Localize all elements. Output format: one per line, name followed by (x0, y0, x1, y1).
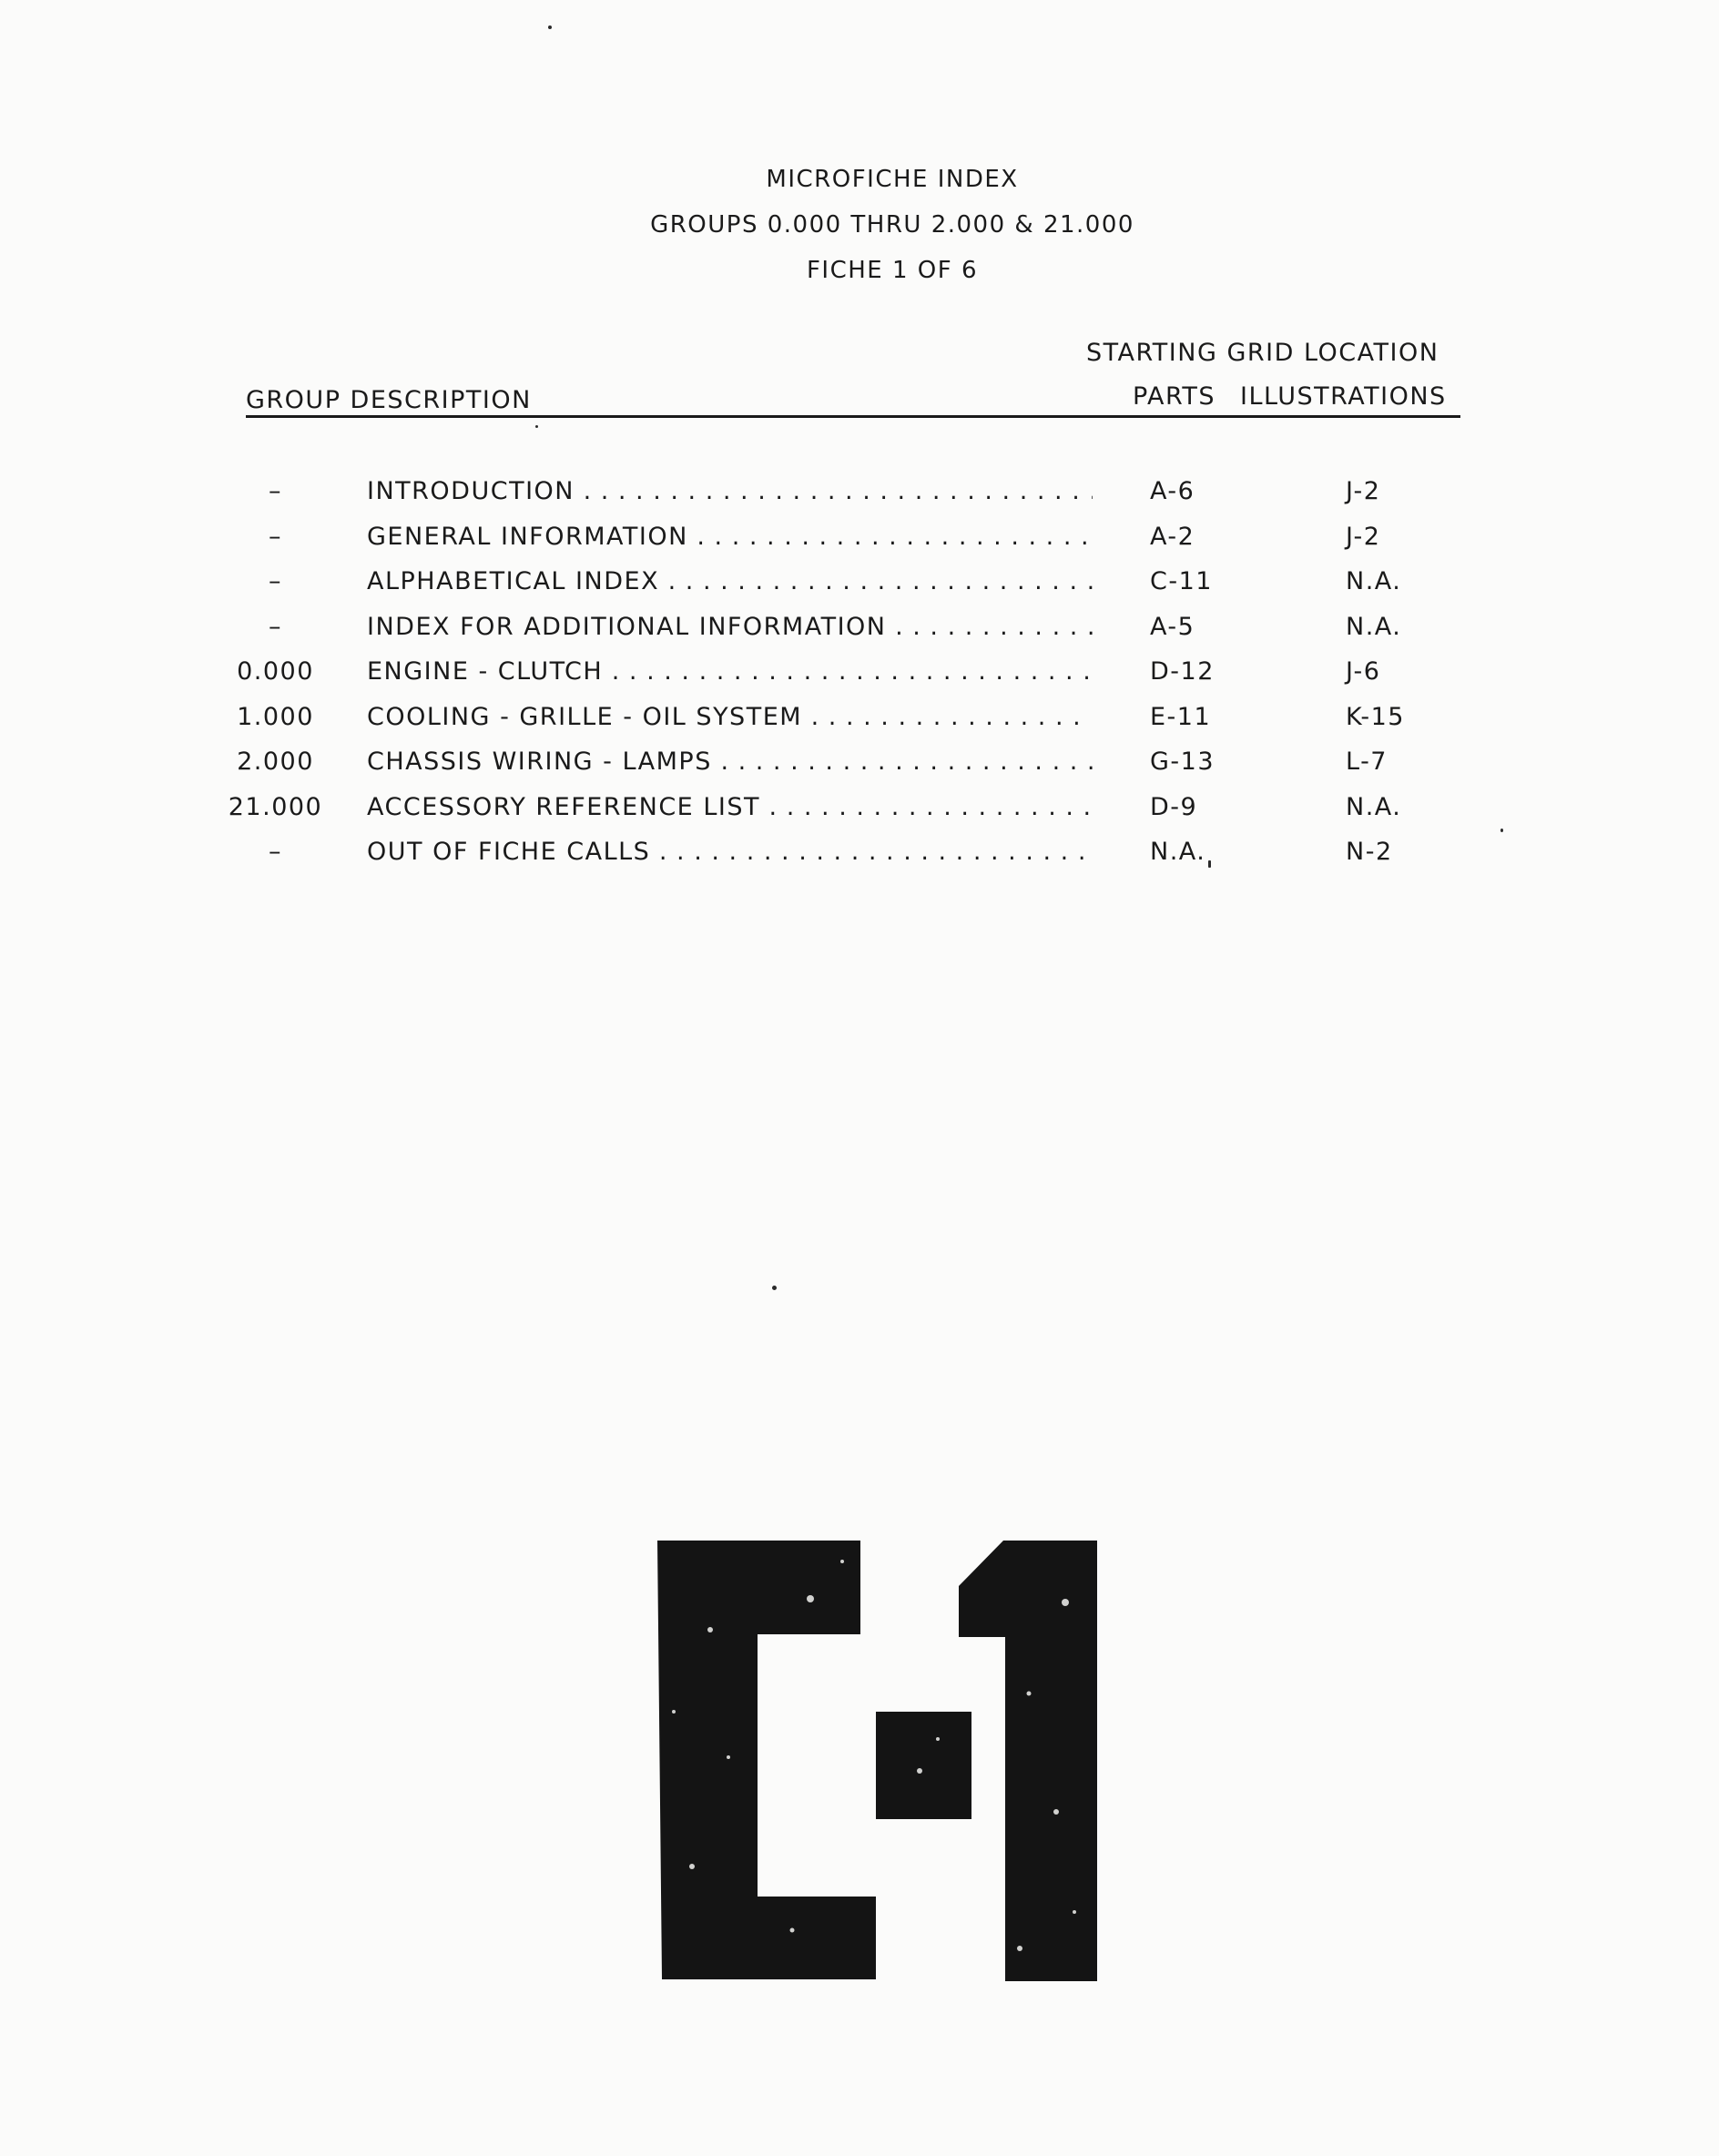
group-number: – (269, 522, 282, 551)
group-number: 0.000 (237, 657, 314, 686)
scan-speck (548, 25, 552, 29)
group-number: – (269, 612, 282, 641)
group-number: 2.000 (237, 747, 314, 776)
fiche-number: FICHE 1 OF 6 (806, 257, 979, 284)
parts-grid-location: A-5 (1150, 612, 1195, 641)
illustrations-grid-location: N-2 (1346, 838, 1393, 866)
group-number: – (269, 477, 282, 505)
parts-grid-location: D-12 (1150, 657, 1215, 686)
group-description: OUT OF FICHE CALLS . . . (367, 829, 1093, 875)
illustrations-grid-location: J-6 (1346, 657, 1381, 686)
group-description: ACCESSORY REFERENCE LIST . . . (367, 785, 1093, 830)
group-description: ENGINE - CLUTCH . . . (367, 649, 1093, 695)
header-parts: PARTS (1133, 382, 1216, 411)
illustrations-grid-location: L-7 (1346, 747, 1388, 776)
group-description: INDEX FOR ADDITIONAL INFORMATION . . . (367, 605, 1093, 650)
parts-grid-location: D-9 (1150, 792, 1198, 821)
parts-grid-location: A-6 (1150, 477, 1195, 505)
group-number: 21.000 (228, 792, 323, 821)
scan-speck (772, 1286, 777, 1290)
group-description: ALPHABETICAL INDEX . . . (367, 559, 1093, 605)
parts-grid-location: G-13 (1150, 747, 1216, 776)
group-description: COOLING - GRILLE - OIL SYSTEM . . . (367, 695, 1093, 740)
scan-speck (535, 425, 538, 428)
group-description: CHASSIS WIRING - LAMPS . . . (367, 739, 1093, 785)
illustrations-grid-location: N.A. (1346, 792, 1402, 821)
parts-grid-location: E-11 (1150, 702, 1212, 731)
header-starting-grid-location: STARTING GRID LOCATION (1086, 339, 1439, 367)
illustrations-grid-location: N.A. (1346, 612, 1402, 641)
scan-speck (1500, 829, 1503, 832)
illustrations-grid-location: J-2 (1346, 522, 1381, 551)
group-description: GENERAL INFORMATION . . . (367, 514, 1093, 560)
header-illustrations: ILLUSTRATIONS (1240, 382, 1447, 411)
group-number: – (269, 567, 282, 595)
parts-grid-location: A-2 (1150, 522, 1195, 551)
parts-grid-location: C-11 (1150, 567, 1213, 595)
group-number: – (269, 838, 282, 866)
document-subtitle: GROUPS 0.000 THRU 2.000 & 21.000 (650, 211, 1134, 239)
illustrations-grid-location: N.A. (1346, 567, 1402, 595)
illustrations-grid-location: J-2 (1346, 477, 1381, 505)
group-number: 1.000 (237, 702, 314, 731)
illustrations-grid-location: K-15 (1346, 702, 1405, 731)
scan-speck (1208, 860, 1211, 868)
parts-grid-location: N.A. (1150, 838, 1206, 866)
document-title: MICROFICHE INDEX (766, 166, 1019, 193)
header-group-description: GROUP DESCRIPTION (246, 386, 532, 414)
group-description: INTRODUCTION . . . (367, 469, 1093, 514)
